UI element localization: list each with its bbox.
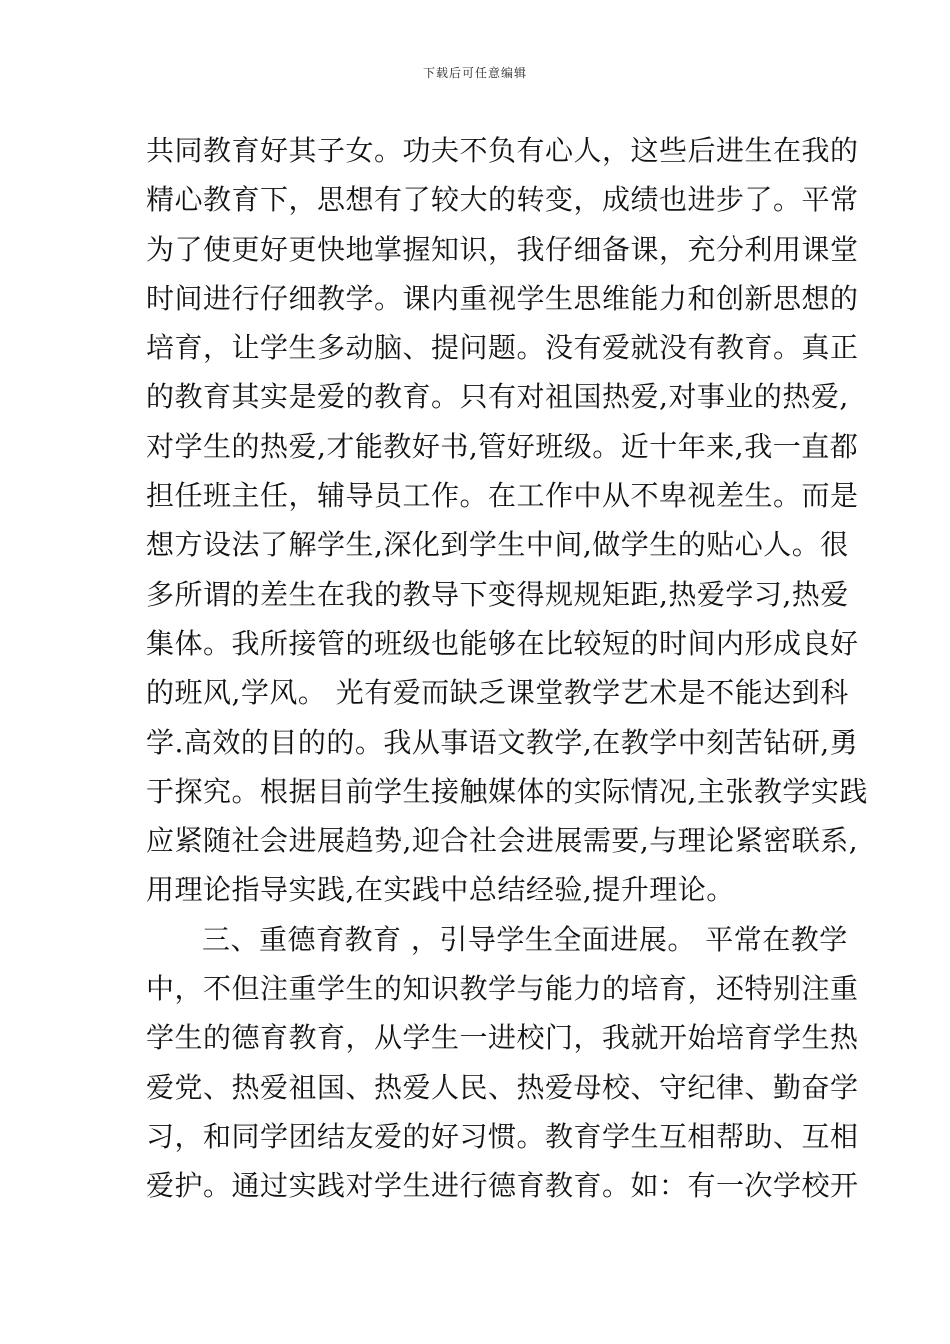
text-line: 中，不但注重学生的知识教学与能力的培育，还特别注重 bbox=[146, 972, 859, 1006]
text-line: 精心教育下，思想有了较大的转变，成绩也进步了。平常 bbox=[146, 183, 859, 217]
paragraph bbox=[146, 915, 859, 1211]
text-line: 三、重德育教育 ，引导学生全面进展。 平常在教学 bbox=[202, 922, 848, 956]
text-line: 集体。我所接管的班级也能够在比较短的时间内形成良好 bbox=[146, 626, 859, 660]
text-line: 担任班主任，辅导员工作。在工作中从不卑视差生。而是 bbox=[146, 479, 859, 513]
text-line: 习，和同学团结友爱的好习惯。教育学生互相帮助、互相 bbox=[146, 1119, 859, 1153]
text-line: 应紧随社会进展趋势,迎合社会进展需要,与理论紧密联系, bbox=[146, 824, 859, 858]
document-body bbox=[146, 126, 868, 1211]
text-line: 于探究。根据目前学生接触媒体的实际情况,主张教学实践 bbox=[146, 774, 868, 808]
text-line: 对学生的热爱,才能教好书,管好班级。近十年来,我一直都 bbox=[146, 429, 859, 463]
text-line: 的班风,学风。 光有爱而缺乏课堂教学艺术是不能达到科 bbox=[146, 676, 849, 710]
text-line: 培育，让学生多动脑、提问题。没有爱就没有教育。真正 bbox=[146, 331, 859, 365]
text-line: 多所谓的差生在我的教导下变得规规矩距,热爱学习,热爱 bbox=[146, 577, 849, 611]
text-line: 爱护。通过实践对学生进行德育教育。如：有一次学校开 bbox=[146, 1169, 859, 1203]
text-line: 学生的德育教育，从学生一进校门，我就开始培育学生热 bbox=[146, 1021, 859, 1055]
text-line: 爱党、热爱祖国、热爱人民、热爱母校、守纪律、勤奋学 bbox=[146, 1070, 859, 1104]
text-line: 学.高效的目的的。我从事语文教学,在教学中刻苦钻研,勇 bbox=[146, 725, 859, 759]
text-line: 共同教育好其子女。功夫不负有心人，这些后进生在我的 bbox=[146, 134, 859, 167]
text-line: 想方设法了解学生,深化到学生中间,做学生的贴心人。很 bbox=[146, 528, 849, 562]
text-line: 为了使更好更快地掌握知识，我仔细备课，充分利用课堂 bbox=[146, 232, 859, 266]
text-line: 的教育其实是爱的教育。只有对祖国热爱,对事业的热爱, bbox=[146, 380, 849, 414]
text-line: 用理论指导实践,在实践中总结经验,提升理论。 bbox=[146, 873, 735, 907]
page-header: 下载后可任意编辑 bbox=[422, 66, 527, 80]
text-line: 时间进行仔细教学。课内重视学生思维能力和创新思想的 bbox=[146, 281, 859, 315]
paragraph bbox=[146, 126, 868, 915]
